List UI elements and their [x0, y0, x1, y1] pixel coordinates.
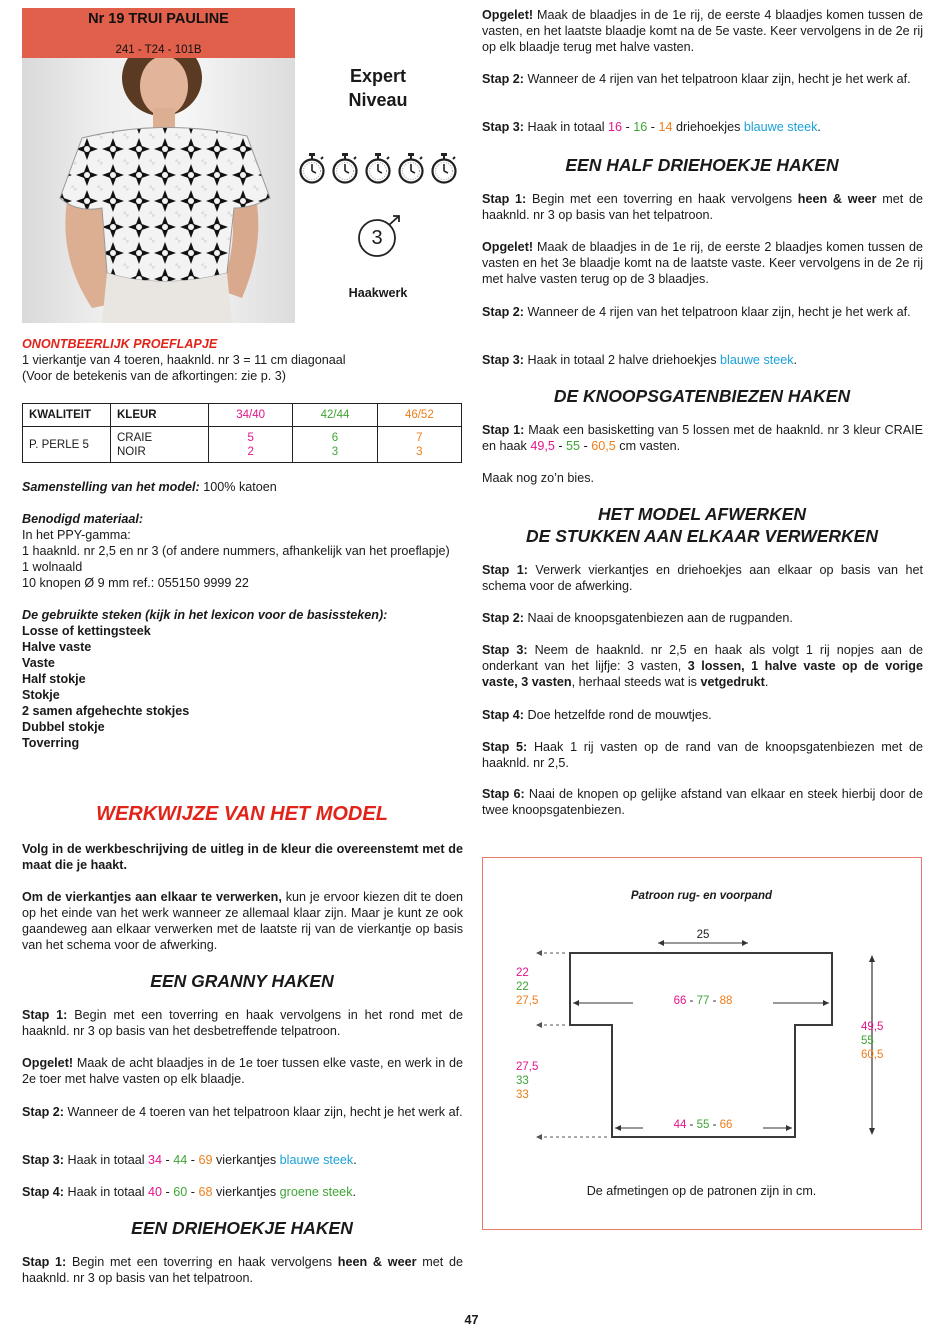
werkwijze-rest: kun je ervoor kiezen dit te doen op het einde van het werk wanneer ze allemaal klaar zijn. Maar je kunt ze ook gaandeweg aan elkaar verwerken met de laatste rij van de vierkantje op basis van het schema voor de afwerking. [22, 890, 463, 952]
stopwatch-icon [430, 152, 458, 184]
dash: - [162, 1185, 174, 1199]
size2-value: 55 [696, 1119, 710, 1131]
afwerken-heading-1: HET MODEL AFWERKEN [597, 504, 807, 524]
step-text: Neem de haaknld. nr 2,5 en haak als volgt 1 rij nopjes aan de onderkant van het lijfje: 3 vasten, [482, 643, 923, 673]
dash: - [709, 995, 720, 1007]
warning-label: Opgelet! [482, 8, 534, 22]
stitch-color: blauwe steek [279, 1153, 354, 1167]
dot: . [817, 120, 821, 134]
warning-label: Opgelet! [482, 240, 534, 254]
size1-amount-2: 2 [247, 445, 254, 458]
step-bold: heen & weer [797, 192, 877, 206]
size2-cell [293, 427, 377, 463]
dash: - [187, 1153, 199, 1167]
afwerken-step-5 [482, 739, 923, 771]
afwerken-step-4 [482, 707, 923, 723]
size1-value: 27,5 [516, 1061, 539, 1073]
stitches-section [22, 607, 462, 751]
diagram-neck-width: 25 [696, 929, 710, 941]
dash: - [622, 120, 634, 134]
size2-amount-1: 6 [331, 431, 339, 444]
step-text: Maak de blaadjes in de 1e rij, de eerste 4 blaadjes komen tussen de vasten, en het laatste blaadje komt na de 5e vaste. Keer vervolgens in de 2e rij op elk blaadje terug met halve vasten. [482, 8, 923, 54]
dash: - [686, 1119, 697, 1131]
step-label: Stap 1: [482, 423, 525, 437]
driehoek-heading: EEN DRIEHOEKJE HAKEN [131, 1218, 353, 1238]
step-text: Maak de acht blaadjes in de 1e toer tussen elke vaste, en werk in de 2e toer met halve vasten op elk blaadje. [22, 1056, 463, 1086]
dash: - [554, 439, 567, 453]
step-text: Haak in totaal [67, 1185, 149, 1199]
size2-amount-2: 3 [331, 445, 339, 458]
step-text: Maak de blaadjes in de 1e rij, de eerste 2 blaadjes komen tussen de vasten en het 3e blaadje komt na de laatste vaste. Keer vervolgens in de 2e rij met halve vasten terug op de 3 blaadjes. [482, 240, 923, 286]
page-number: 47 [464, 1313, 479, 1327]
dot: . [764, 675, 769, 689]
werkwijze-paragraph [22, 889, 463, 953]
stopwatch-icon [397, 152, 425, 184]
col-size3: 46/52 [377, 404, 461, 427]
driehoek-step-2 [482, 71, 923, 87]
step-text: Wanneer de 4 toeren van het telpatroon klaar zijn, hecht je het werk af. [67, 1105, 463, 1119]
size2-value: 16 [633, 120, 648, 134]
step-text: cm vasten. [615, 439, 681, 453]
step-text: , herhaal steeds wat is [571, 675, 701, 689]
dot: . [352, 1185, 356, 1199]
pattern-diagram-drawing [483, 858, 920, 1228]
table-row [23, 427, 462, 463]
warning-label: Opgelet! [22, 1056, 74, 1070]
half-step-2 [482, 304, 923, 320]
step-text: vierkantjes [212, 1153, 280, 1167]
half-heading: EEN HALF DRIEHOEKJE HAKEN [565, 155, 839, 175]
proeflapje-section [22, 336, 462, 384]
size3-value: 69 [198, 1153, 213, 1167]
color-cell [111, 427, 209, 463]
size2-value: 77 [696, 995, 710, 1007]
pattern-title: Nr 19 TRUI PAULINE [88, 11, 229, 27]
yarn-table [22, 403, 462, 463]
step-text: Doe hetzelfde rond de mouwtjes. [527, 708, 712, 722]
step-text: met de haaknld. nr 3 op basis van het telpatroon. [482, 192, 924, 222]
step-label: Stap 2: [482, 72, 524, 86]
step-text: Begin met een toverring en haak vervolgens [72, 1255, 338, 1269]
step-text: driehoekjes [672, 120, 744, 134]
size1-value: 49,5 [861, 1021, 884, 1033]
stitch-item: Losse of kettingsteek [22, 624, 151, 638]
knoop-step-1 [482, 422, 923, 454]
step-text: Wanneer de 4 rijen van het telpatroon klaar zijn, hecht je het werk af. [527, 305, 911, 319]
diagram-left-lower [516, 1060, 538, 1102]
needle-size-icon [355, 213, 403, 265]
diagram-width-2 [643, 1117, 763, 1133]
half-warning [482, 239, 923, 287]
garment-outline [570, 953, 832, 1137]
step-label: Stap 4: [22, 1185, 64, 1199]
stitch-color: blauwe steek [743, 120, 818, 134]
step-label: Stap 5: [482, 740, 528, 754]
step-bold: 3 lossen, 1 halve vaste op de vorige vaste, 3 vasten [482, 659, 924, 689]
dash: - [580, 439, 592, 453]
stitch-item: Stokje [22, 688, 60, 702]
pattern-header [22, 8, 295, 58]
stitch-item: Vaste [22, 656, 55, 670]
size1-value: 34 [148, 1153, 163, 1167]
dash: - [162, 1153, 174, 1167]
stopwatch-icon [364, 152, 392, 184]
stitch-color: blauwe steek [720, 353, 794, 367]
technique-label: Haakwerk [348, 286, 408, 300]
size3-value: 88 [719, 995, 733, 1007]
level-line2: Niveau [348, 90, 408, 110]
composition-value: 100% katoen [199, 480, 277, 494]
step-label: Stap 1: [22, 1255, 67, 1269]
granny-step-2 [22, 1104, 463, 1120]
material-line: 1 wolnaald [22, 560, 83, 574]
size3-value: 66 [719, 1119, 733, 1131]
afwerken-step-2 [482, 610, 923, 626]
size3-value: 68 [198, 1185, 213, 1199]
knoop-extra: Maak nog zo’n bies. [482, 471, 595, 485]
step-label: Stap 3: [482, 643, 528, 657]
composition [22, 479, 462, 495]
size3-cell [377, 427, 461, 463]
dot: . [353, 1153, 357, 1167]
step-text: met de haaknld. nr 3 op basis van het telpatroon. [22, 1255, 464, 1285]
level-line1: Expert [349, 66, 407, 86]
proeflapje-line2: (Voor de betekenis van de afkortingen: zie p. 3) [22, 369, 286, 383]
size1-value: 40 [148, 1185, 163, 1199]
driehoek-step-3 [482, 119, 923, 135]
pattern-code: 241 - T24 - 101B [115, 44, 202, 56]
dash: - [647, 120, 659, 134]
step-text: Maak een basisketting van 5 lossen met de haaknld. nr 3 kleur CRAIE en haak [482, 423, 923, 453]
size2-value: 55 [861, 1035, 874, 1047]
step-bold: vetgedrukt [700, 675, 765, 689]
step-text: Haak in totaal [67, 1153, 149, 1167]
diagram-title: Patroon rug- en voorpand [630, 890, 773, 902]
diagram-note: De afmetingen op de patronen zijn in cm. [586, 1184, 817, 1198]
material-line: 10 knopen Ø 9 mm ref.: 055150 9999 22 [22, 576, 249, 590]
diagram-left-upper [516, 966, 538, 1008]
step-label: Stap 3: [22, 1153, 64, 1167]
material-label: Benodigd materiaal: [22, 512, 144, 526]
step-label: Stap 1: [22, 1008, 68, 1022]
stitch-item: Toverring [22, 736, 80, 750]
color-1: CRAIE [117, 431, 153, 444]
size1-value: 49,5 [530, 439, 555, 453]
granny-step-1 [22, 1007, 463, 1039]
werkwijze-intro: Volg in de werkbeschrijving de uitleg in de kleur die overeenstemt met de maat die je haakt. [22, 842, 463, 872]
werkwijze-heading: WERKWIJZE VAN HET MODEL [96, 803, 388, 825]
size2-value: 33 [516, 1075, 529, 1087]
step-bold: heen & weer [337, 1255, 417, 1269]
size1-value: 66 [673, 995, 687, 1007]
step-label: Stap 4: [482, 708, 524, 722]
driehoek-warning [482, 7, 923, 55]
difficulty-timers [298, 152, 458, 184]
half-step-1 [482, 191, 923, 223]
quality-cell: P. PERLE 5 [23, 427, 111, 463]
model-photo-illustration [22, 58, 295, 323]
pattern-diagram [482, 857, 922, 1230]
step-text: Naai de knopen op gelijke afstand van elkaar en steek hierbij door de twee knoopsgatenbiezen. [482, 787, 923, 817]
step-text: Haak in totaal [527, 120, 609, 134]
dash: - [686, 995, 697, 1007]
step-text: Begin met een toverring en haak vervolgens [532, 192, 798, 206]
afwerken-heading-2: DE STUKKEN AAN ELKAAR VERWERKEN [526, 526, 878, 546]
size3-value: 33 [516, 1089, 529, 1101]
size2-value: 60 [173, 1185, 188, 1199]
granny-step-4 [22, 1184, 463, 1200]
model-photo [22, 58, 295, 323]
size1-amount-1: 5 [247, 431, 254, 444]
driehoek-step-1 [22, 1254, 463, 1286]
step-label: Stap 3: [482, 120, 524, 134]
material-line: In het PPY-gamma: [22, 528, 131, 542]
step-label: Stap 6: [482, 787, 525, 801]
step-text: Haak in totaal 2 halve driehoekjes [527, 353, 721, 367]
material-section [22, 511, 462, 591]
step-text: Wanneer de 4 rijen van het telpatroon klaar zijn, hecht je het werk af. [527, 72, 911, 86]
granny-warning [22, 1055, 463, 1087]
col-quality: KWALITEIT [23, 404, 111, 427]
stopwatch-icon [331, 152, 359, 184]
yarn-table-header [23, 404, 462, 427]
col-size2: 42/44 [293, 404, 377, 427]
dot: . [793, 353, 798, 367]
col-color: KLEUR [111, 404, 209, 427]
size1-cell [209, 427, 293, 463]
stitch-color: groene steek [279, 1185, 353, 1199]
step-label: Stap 3: [482, 353, 524, 367]
step-label: Stap 2: [482, 305, 524, 319]
werkwijze-bold: Om de vierkantjes aan elkaar te verwerken, [22, 890, 282, 904]
dash: - [709, 1119, 720, 1131]
composition-label: Samenstelling van het model: [22, 480, 200, 494]
size3-amount-2: 3 [416, 445, 423, 458]
afwerken-step-3 [482, 642, 923, 690]
granny-step-3 [22, 1152, 463, 1168]
stitch-item: Half stokje [22, 672, 86, 686]
afwerken-step-1 [482, 562, 923, 594]
size3-value: 27,5 [516, 995, 539, 1007]
step-label: Stap 2: [22, 1105, 64, 1119]
half-step-3 [482, 352, 923, 368]
stitch-item: Halve vaste [22, 640, 92, 654]
size3-amount-1: 7 [416, 431, 423, 444]
step-text: Haak 1 rij vasten op de rand van de knoopsgatenbiezen met de haaknld. nr 2,5. [482, 740, 923, 770]
diagram-width-1 [633, 993, 773, 1009]
stitch-item: 2 samen afgehechte stokjes [22, 704, 190, 718]
size3-value: 60,5 [591, 439, 616, 453]
proeflapje-heading: ONONTBEERLIJK PROEFLAPJE [22, 337, 218, 351]
size1-value: 22 [516, 967, 529, 979]
size1-value: 16 [608, 120, 623, 134]
size1-value: 44 [673, 1119, 687, 1131]
step-label: Stap 2: [482, 611, 524, 625]
step-label: Stap 1: [482, 192, 527, 206]
step-text: Begin met een toverring en haak vervolgens in het rond met de haaknld. nr 3 op basis van het desbetreffende telpatroon. [22, 1008, 463, 1038]
stitches-label: De gebruikte steken (kijk in het lexicon voor de basissteken): [22, 608, 388, 622]
size2-value: 44 [173, 1153, 188, 1167]
material-line: 1 haaknld. nr 2,5 en nr 3 (of andere nummers, afhankelijk van het proeflapje) [22, 544, 450, 558]
step-text: Verwerk vierkantjes en driehoekjes aan elkaar op basis van het schema voor de afwerking. [482, 563, 923, 593]
stopwatch-icon [298, 152, 326, 184]
step-label: Stap 1: [482, 563, 528, 577]
size3-value: 14 [658, 120, 673, 134]
step-text: vierkantjes [212, 1185, 280, 1199]
difficulty-level [318, 64, 438, 112]
granny-heading: EEN GRANNY HAKEN [150, 971, 334, 991]
dash: - [187, 1185, 199, 1199]
size2-value: 22 [516, 981, 529, 993]
col-size1: 34/40 [209, 404, 293, 427]
needle-size: 3 [371, 227, 383, 249]
knoop-heading: DE KNOOPSGATENBIEZEN HAKEN [553, 386, 851, 406]
size2-value: 55 [566, 439, 581, 453]
step-text: Naai de knoopsgatenbiezen aan de rugpanden. [527, 611, 793, 625]
proeflapje-line1: 1 vierkantje van 4 toeren, haaknld. nr 3 = 11 cm diagonaal [22, 353, 346, 367]
stitch-item: Dubbel stokje [22, 720, 105, 734]
size3-value: 60,5 [861, 1049, 884, 1061]
afwerken-step-6 [482, 786, 923, 818]
color-2: NOIR [117, 445, 146, 458]
diagram-right-height [861, 1020, 883, 1062]
